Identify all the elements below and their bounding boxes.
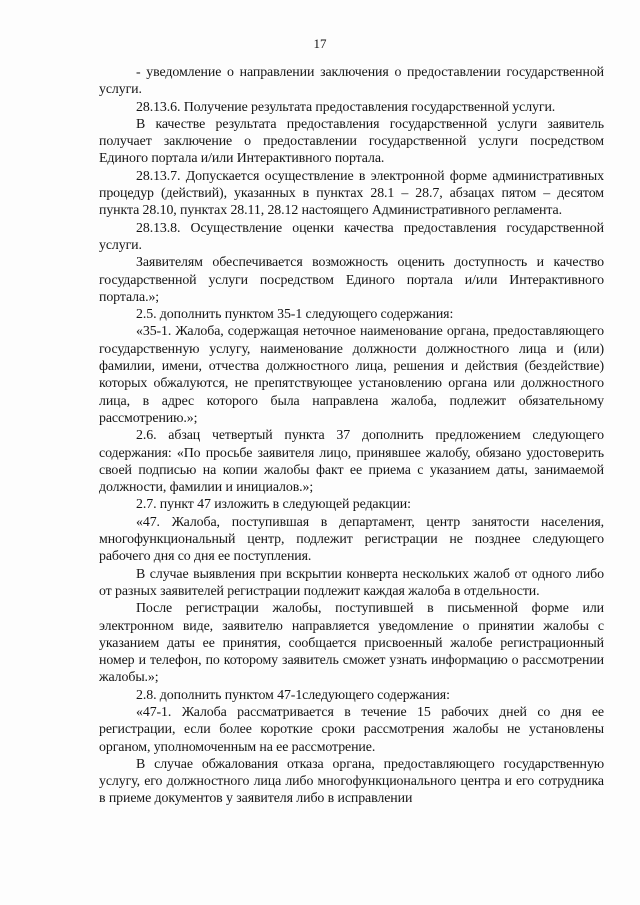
paragraph-notification-item: - уведомление о направлении заключения о предоставлении государственной услуги. (99, 65, 604, 98)
paragraph-28-13-6: 28.13.6. Получение результата предоставления государственной услуги. (136, 99, 556, 115)
paragraph-2-8: 2.8. дополнить пунктом 47-1следующего содержания: (136, 687, 450, 703)
paragraph-47: «47. Жалоба, поступившая в департамент, центр занятости населения, многофункциональный центр, подлежит регистрации не позднее следующего рабочего дня со дня ее поступления. (99, 514, 604, 565)
paragraph-2-7: 2.7. пункт 47 изложить в следующей редакции: (136, 497, 411, 513)
paragraph-2-5: 2.5. дополнить пунктом 35-1 следующего содержания: (136, 307, 454, 323)
paragraph-2-6: 2.6. абзац четвертый пункта 37 дополнить предложением следующего содержания: «По просьбе заявителя лицо, принявшее жалобу, обязано удостоверить своей подписью на копии жалобы факт ее приема с указанием даты, занимаемой должности, фамилии и инициалов.»; (99, 428, 604, 496)
paragraph-envelope-complaints: В случае выявления при вскрытии конверта нескольких жалоб от одного либо от разных заявителей регистрации подлежит каждая жалоба в отдельности. (99, 566, 604, 599)
paragraph-service-result: В качестве результата предоставления государственной услуги заявитель получает заключение о предоставлении государственной услуги посредством Единого портала и/или Интерактивного портала. (99, 116, 604, 167)
paragraph-quality-assessment: Заявителям обеспечивается возможность оценить доступность и качество государственной услуги посредством Единого портала и/или Интерактивного портала.»; (99, 255, 604, 305)
paragraph-35-1: «35-1. Жалоба, содержащая неточное наименование органа, предоставляющего государственную услугу, наименование должности должностного лица и (или) фамилии, имени, отчества должностного лица, решения и действия (бездействие) которых обжалуются, не препятствующее установлению органа или должностного лица, в адрес которого была направлена жалоба, подлежит обязательному рассмотрению.»; (99, 324, 604, 426)
paragraph-28-13-8: 28.13.8. Осуществление оценки качества предоставления государственной услуги. (99, 220, 604, 253)
paragraph-47-1: «47-1. Жалоба рассматривается в течение 15 рабочих дней со дня ее регистрации, если более короткие сроки рассмотрения жалобы не установлены органом, уполномоченным на ее рассмотрение. (99, 704, 604, 755)
paragraph-refusal-appeal: В случае обжалования отказа органа, предоставляющего государственную услугу, его должностного лица либо многофункционального центра и его сотрудника в приеме документов у заявителя либо в исправлении (99, 756, 604, 807)
page-number: 17 (313, 36, 327, 51)
paragraph-registration-notice: После регистрации жалобы, поступившей в письменной форме или электронном виде, заявителю направляется уведомление о принятии жалобы с указанием даты ее принятия, сообщается присвоенный жалобе регистрационный номер и телефон, по которому заявитель сможет узнать информацию о рассмотрении жалобы.»; (99, 601, 604, 686)
document-body (99, 64, 604, 808)
paragraph-28-13-7: 28.13.7. Допускается осуществление в электронной форме административных процедур (действий), указанных в пунктах 28.1 – 28.7, абзацах пятом – десятом пункта 28.10, пунктах 28.11, 28.12 настоящего Административного регламента. (99, 168, 604, 219)
